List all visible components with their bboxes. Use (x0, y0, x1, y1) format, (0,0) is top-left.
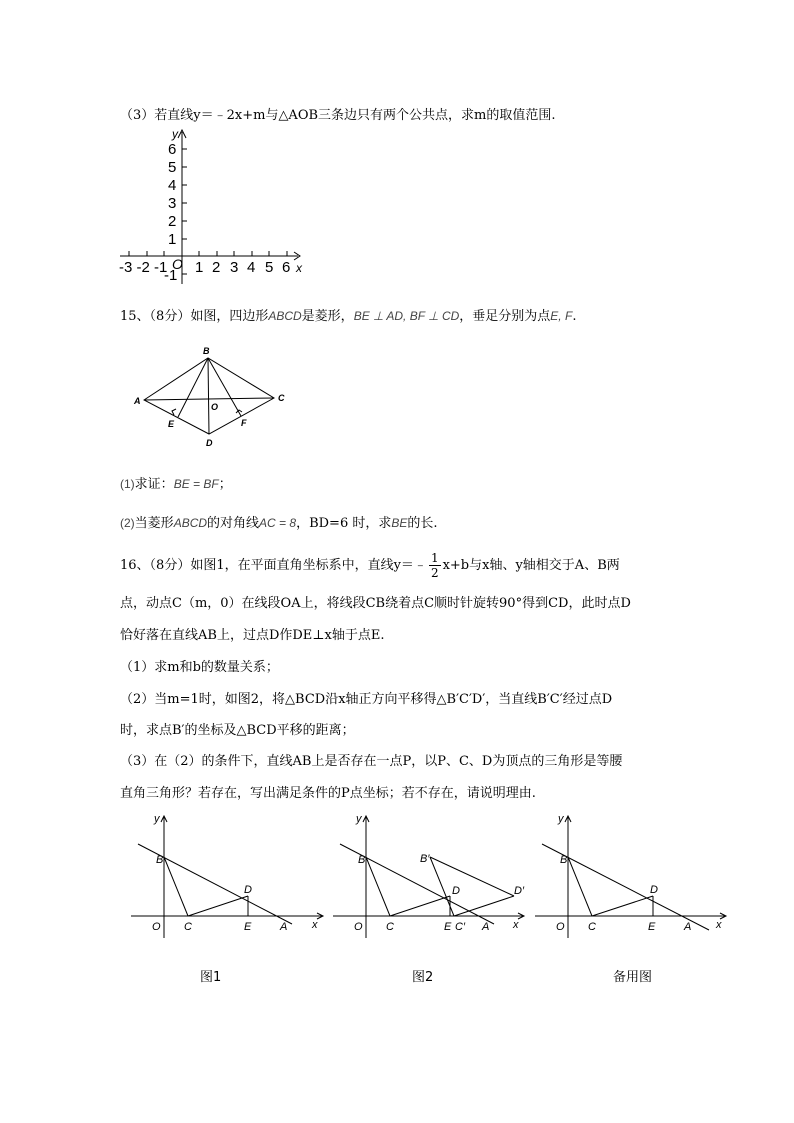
x-ticks-negative: -3 -2 -1 (119, 259, 168, 276)
y-tick: 2 (168, 213, 177, 230)
y-tick: 3 (168, 195, 177, 212)
fig1-B-label: B (156, 854, 164, 866)
label-D: D (206, 438, 213, 448)
fig2-Dprime-label: D′ (514, 885, 525, 897)
y-tick: 6 (168, 141, 177, 158)
q16-line4: （1）求m和b的数量关系； (120, 660, 279, 675)
fig2-C-label: C (386, 921, 394, 933)
fig2-x-label: x (513, 919, 519, 931)
figure-2 (328, 810, 528, 940)
q15-part1: (1)求证：BE = BF； (120, 477, 232, 492)
fig2-y-label: y (356, 813, 362, 825)
q15-intro: 15、（8分）如图，四边形ABCD是菱形，BE ⊥ AD, BF ⊥ CD，垂足分别为点E, F. (120, 309, 577, 324)
q16-line5: （2）当m=1时，如图2，将△BCD沿x轴正方向平移得△B′C′D′，当直线B′C′经过点D (120, 692, 613, 707)
x-tick: 4 (247, 259, 256, 276)
label-F: F (241, 418, 247, 428)
fig2-E-label: E (444, 921, 452, 933)
q16-line6: 时，求点B′的坐标及△BCD平移的距离； (120, 723, 355, 738)
q16-line1: 16、（8分）如图1，在平面直角坐标系中，直线y＝﹣ $\frac{1}{2}$ x+b与x轴、y轴相交于A、B两 (120, 551, 620, 580)
fig1-x-label: x (312, 919, 318, 931)
fig1-E-label: E (244, 921, 252, 933)
q16-line8: 直角三角形？若存在，写出满足条件的P点坐标；若不存在，请说明理由. (120, 786, 536, 801)
fig3-A-label: A (684, 921, 692, 933)
fig1-y-label: y (154, 813, 160, 825)
q15-part2: (2)当菱形ABCD的对角线AC = 8，BD=6 时，求BE的长. (120, 516, 438, 531)
fig3-O-label: O (556, 921, 565, 933)
figure-spare-caption: 备用图 (613, 970, 653, 985)
rhombus-figure (128, 340, 298, 452)
fig1-A-label: A (280, 921, 288, 933)
label-O: O (211, 402, 219, 412)
fig3-E-label: E (648, 921, 656, 933)
y-tick: 4 (168, 177, 177, 194)
figure-1 (128, 810, 328, 940)
fig2-D-label: D (452, 885, 460, 897)
origin-label: O (172, 256, 183, 272)
fig1-D-label: D (244, 884, 252, 896)
y-tick: 1 (168, 231, 177, 248)
q16-line2: 点，动点C（m，0）在线段OA上，将线段CB绕着点C顺时针旋转90°得到CD，此时点D (120, 596, 631, 611)
fig3-C-label: C (588, 921, 596, 933)
fig3-D-label: D (650, 884, 658, 896)
label-E: E (168, 419, 175, 429)
x-tick: 2 (212, 259, 221, 276)
figure-spare (532, 810, 732, 940)
fig1-O-label: O (152, 921, 161, 933)
label-A: A (134, 396, 141, 406)
q16-line3: 恰好落在直线AB上，过点D作DE⊥x轴于点E. (120, 628, 385, 643)
y-tick: -1 (164, 267, 178, 284)
x-tick: 3 (230, 259, 239, 276)
y-axis-label: y (172, 128, 178, 141)
x-tick: 1 (195, 259, 204, 276)
fig2-Cprime-label: C′ (455, 921, 466, 933)
fig1-C-label: C (184, 921, 192, 933)
figure-1-caption: 图1 (200, 970, 222, 985)
fraction-half: $\frac{1}{2}$ (430, 551, 439, 580)
fig3-y-label: y (558, 813, 564, 825)
fig2-B-label: B (358, 854, 366, 866)
x-tick: 6 (282, 259, 291, 276)
label-C: C (278, 393, 285, 403)
fig2-O-label: O (354, 921, 363, 933)
coordinate-axes-figure (112, 128, 312, 288)
y-tick: 5 (168, 159, 177, 176)
fig2-Bprime-label: B′ (420, 853, 430, 865)
fig3-x-label: x (716, 919, 722, 931)
figure-2-caption: 图2 (412, 970, 434, 985)
fig3-B-label: B (560, 854, 568, 866)
fig2-A-label: A (482, 921, 490, 933)
x-axis-label: x (296, 261, 302, 275)
x-tick: 5 (265, 259, 274, 276)
q14-part3-text: （3）若直线y＝﹣2x+m与△AOB三条边只有两个公共点，求m的取值范围. (120, 108, 556, 123)
label-B: B (203, 346, 210, 356)
q16-line7: （3）在（2）的条件下，直线AB上是否存在一点P，以P、C、D为顶点的三角形是等腰 (120, 754, 623, 769)
